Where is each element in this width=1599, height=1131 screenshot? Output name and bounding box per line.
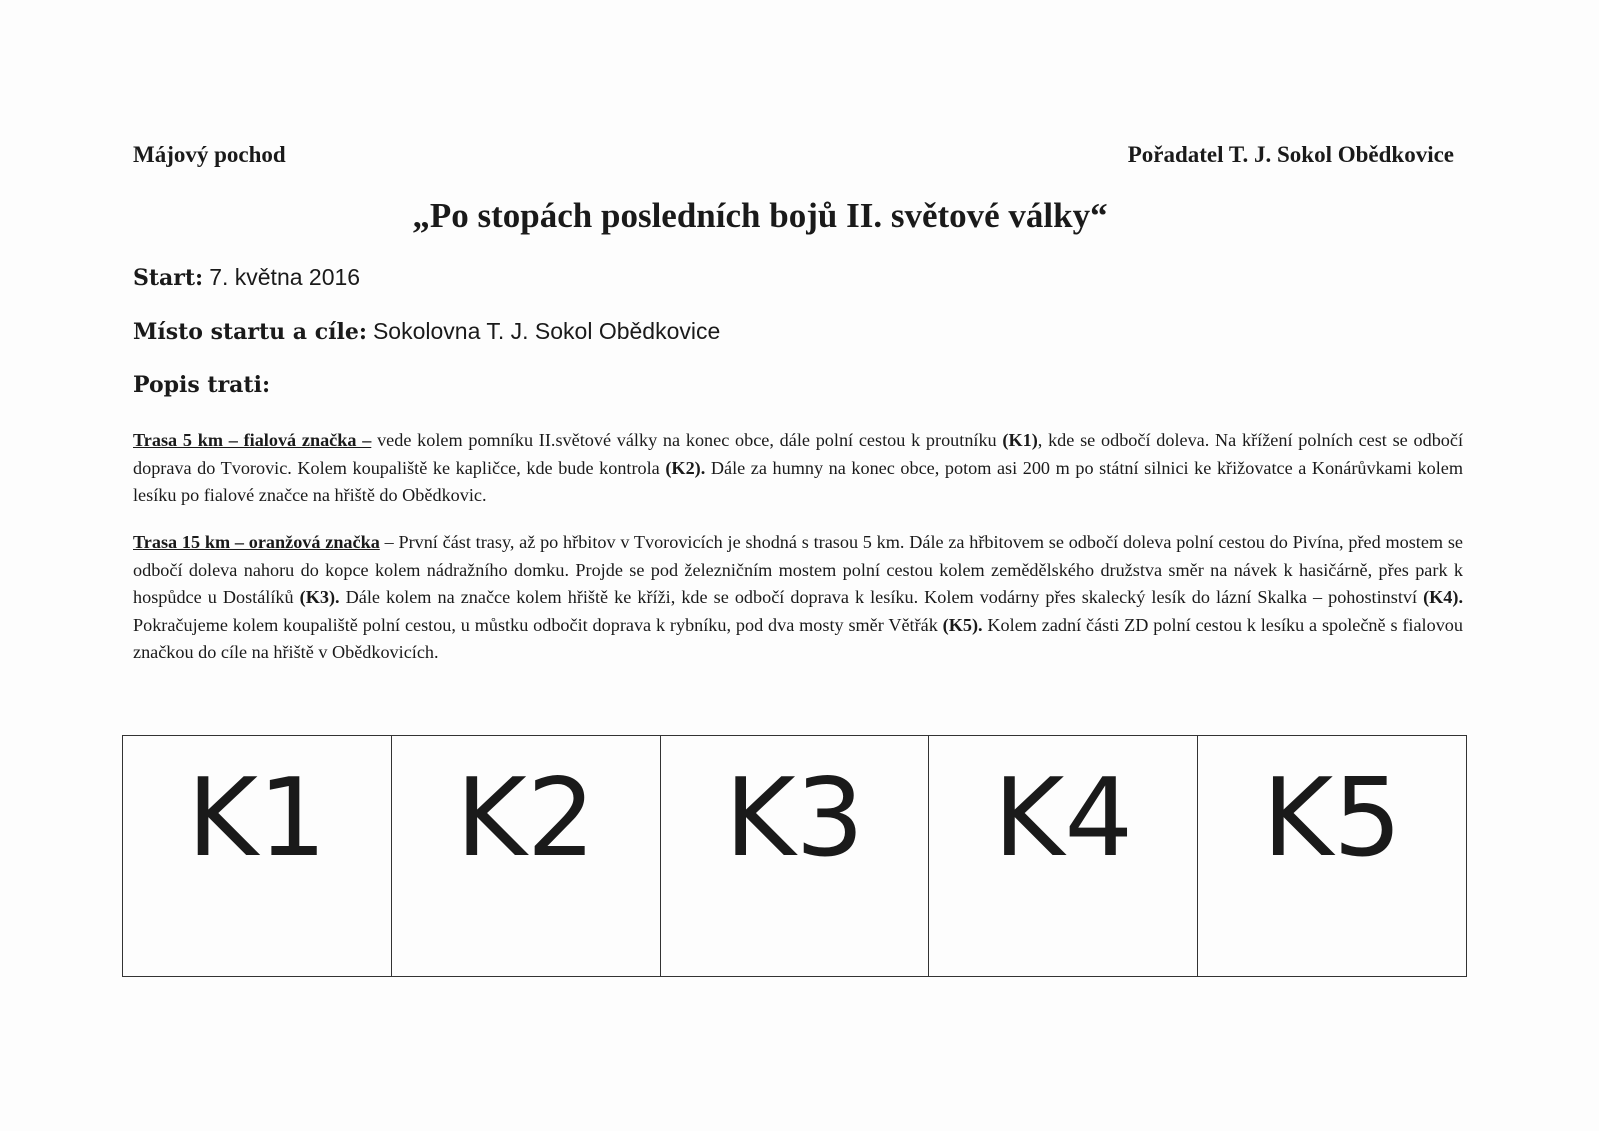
checkpoint-label: K3 (724, 756, 865, 881)
checkpoint-ref-k5: (K5). (942, 614, 983, 635)
checkpoint-ref-k1: (K1) (1002, 430, 1038, 450)
event-name: Májový pochod (133, 142, 286, 167)
checkpoint-box-k2 (392, 736, 661, 976)
route-15km-text-3: Pokračujeme kolem koupaliště polní cestou, u můstku odbočit doprava k rybníku, pod dva mosty směr Větřák (133, 614, 943, 635)
route-15km-heading: Trasa 15 km – oranžová značka (133, 532, 380, 552)
checkpoint-ref-k4: (K4). (1423, 587, 1463, 607)
organizer: Pořadatel T. J. Sokol Obědkovice (1127, 142, 1454, 167)
route-15km-text-1: – První část trasy, až po hřbitov v Tvorovicích je shodná s trasou 5 km. Dále za hřbitovem se odbočí doleva polní cestou do Pivína, před mostem se odbočí doleva nahoru do kopce kolem nádražního domku. Projde se pod železničním mostem polní cestou kolem zemědělského družstva směr na návek k hasičárně, přes park k hospůdce u Dostálíků (133, 532, 1463, 607)
route-heading: Popis trati: (133, 372, 271, 398)
start-date: 7. května 2016 (209, 264, 361, 290)
start-line (133, 264, 360, 292)
checkpoint-ref-k2: (K2). (665, 457, 706, 478)
checkpoint-box-k5 (1198, 736, 1466, 976)
route-5km-paragraph (133, 427, 1463, 510)
checkpoint-boxes (122, 735, 1467, 977)
route-15km-paragraph (133, 529, 1463, 667)
place-line (133, 318, 720, 346)
route-5km-text-3: Dále za humny na konec obce, potom asi 200 m po státní silnici ke křižovatce a Konárůvkami kolem lesíku po fialové značce na hřiště do Obědkovic. (133, 457, 1463, 505)
route-15km-text-4: Kolem zadní části ZD polní cestou k lesíku a společně s fialovou značkou do cíle na hřiště v Obědkovicích. (133, 614, 1463, 662)
route-5km-text-1: vede kolem pomníku II.světové války na konec obce, dále polní cestou k proutníku (371, 430, 1003, 450)
place-value: Sokolovna T. J. Sokol Obědkovice (372, 318, 721, 344)
checkpoint-label: K4 (993, 756, 1134, 881)
start-label: Start: (133, 265, 204, 291)
checkpoint-label: K1 (187, 756, 327, 881)
page-title: „Po stopách posledních bojů II. světové války“ (412, 196, 1108, 235)
route-5km-text-2: , kde se odbočí doleva. Na křížení polních cest se odbočí doprava do Tvorovic. Kolem koupaliště ke kapličce, kde bude kontrola (133, 430, 1464, 478)
checkpoint-box-k3 (661, 736, 930, 976)
checkpoint-box-k1 (123, 736, 392, 976)
checkpoint-ref-k3: (K3). (299, 587, 340, 607)
checkpoint-label: K2 (455, 756, 596, 881)
checkpoint-label: K5 (1262, 756, 1402, 881)
route-15km-text-2: Dále kolem na značce kolem hřiště ke kříži, kde se odbočí doprava k lesíku. Kolem vodárny přes skalecký lesík do lázní Skalka – pohostinství (339, 587, 1424, 607)
place-label: Místo startu a cíle: (133, 319, 367, 345)
checkpoint-box-k4 (929, 736, 1198, 976)
route-5km-heading: Trasa 5 km – fialová značka – (133, 430, 372, 450)
